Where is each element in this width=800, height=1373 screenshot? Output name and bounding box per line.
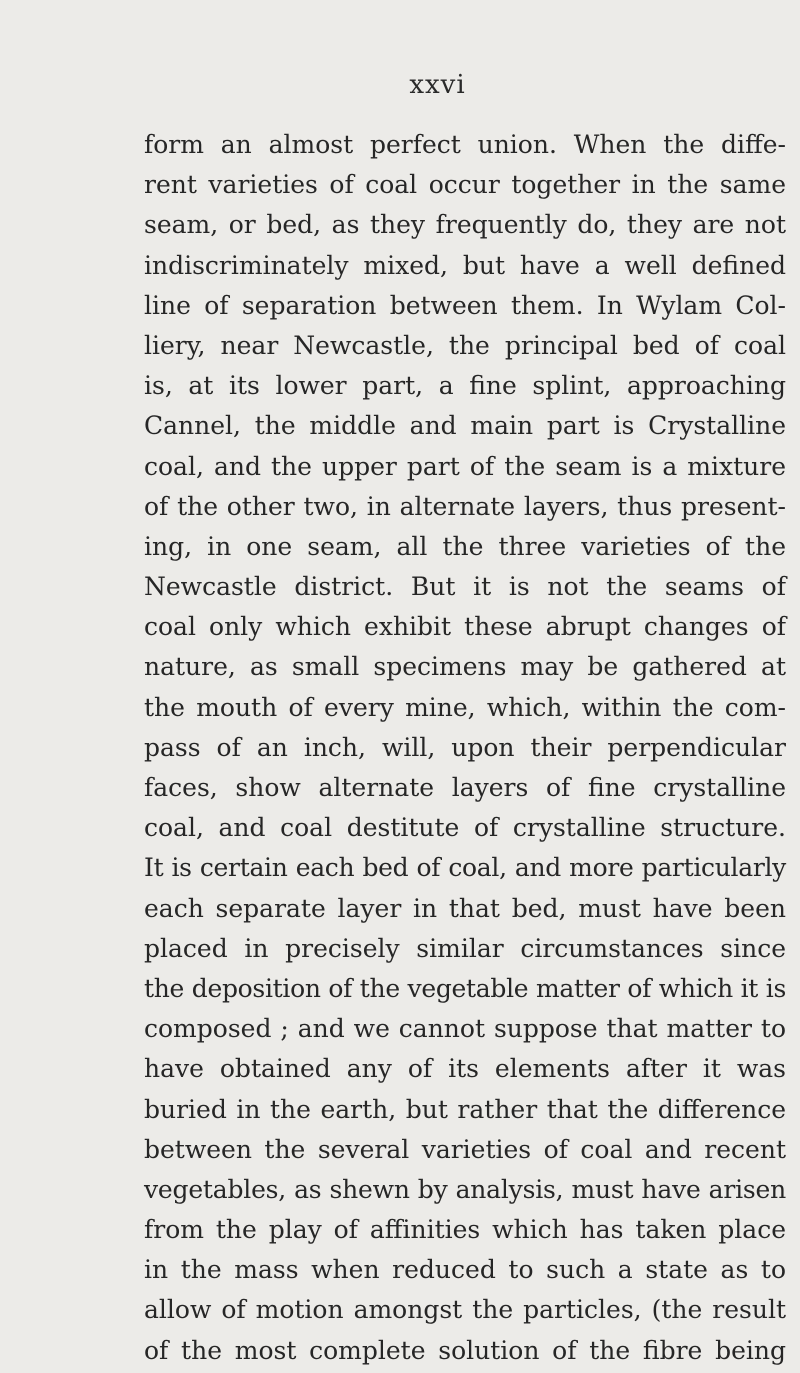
text-line: Cannel, the middle and main part is Crystalline xyxy=(144,411,786,441)
text-line: coal only which exhibit these abrupt changes of xyxy=(144,612,786,642)
text-line: is, at its lower part, a fine splint, approaching xyxy=(144,371,786,401)
text-line: each separate layer in that bed, must have been xyxy=(144,893,786,923)
page-number: xxvi xyxy=(409,70,466,100)
text-line: vegetables, as shewn by analysis, must have arisen xyxy=(144,1174,786,1204)
body-text xyxy=(144,125,786,1371)
text-line: liery, near Newcastle, the principal bed of coal xyxy=(144,330,786,360)
text-line: of the most complete solution of the fibre being xyxy=(144,1335,786,1365)
text-line: in the mass when reduced to such a state as to xyxy=(144,1255,786,1285)
text-line: buried in the earth, but rather that the difference xyxy=(144,1094,786,1124)
text-line: pass of an inch, will, upon their perpendicular xyxy=(144,732,786,762)
text-line: between the several varieties of coal and recent xyxy=(144,1134,786,1164)
text-line: line of separation between them. In Wylam Col- xyxy=(144,290,786,320)
text-line: ing, in one seam, all the three varieties of the xyxy=(144,531,786,561)
text-line: faces, show alternate layers of fine crystalline xyxy=(144,773,786,802)
text-line: allow of motion amongst the particles, (the result xyxy=(144,1295,786,1325)
text-line: composed ; and we cannot suppose that matter to xyxy=(144,1014,786,1044)
text-line: the mouth of every mine, which, within the com- xyxy=(144,692,786,722)
text-line: coal, and the upper part of the seam is a mixture xyxy=(144,451,786,481)
text-line: coal, and coal destitute of crystalline structure. xyxy=(144,813,786,843)
text-line: placed in precisely similar circumstances since xyxy=(144,933,786,963)
text-line: indiscriminately mixed, but have a well defined xyxy=(144,250,786,280)
text-line: the deposition of the vegetable matter of which it is xyxy=(144,973,786,1003)
text-line: from the play of affinities which has taken place xyxy=(144,1215,786,1245)
text-line: seam, or bed, as they frequently do, they are not xyxy=(144,210,786,240)
text-line: form an almost perfect union. When the diffe- xyxy=(144,130,786,159)
text-line: rent varieties of coal occur together in the same xyxy=(144,170,786,200)
text-line: have obtained any of its elements after it was xyxy=(144,1054,786,1084)
text-line: nature, as small specimens may be gathered at xyxy=(144,652,786,682)
text-line: Newcastle district. But it is not the seams of xyxy=(144,572,786,602)
text-line: It is certain each bed of coal, and more particularly xyxy=(144,853,786,883)
text-line: of the other two, in alternate layers, thus present- xyxy=(144,491,786,521)
